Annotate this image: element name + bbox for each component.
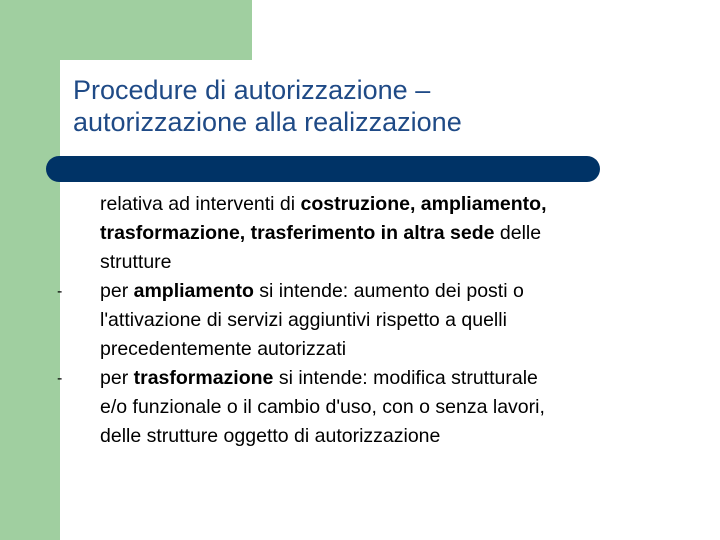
title-line-1: Procedure di autorizzazione – xyxy=(73,75,431,105)
bullet-item-ampliamento xyxy=(57,277,700,306)
text-run: delle xyxy=(494,222,542,244)
bold-term: trasformazione, trasferimento in altra sede xyxy=(100,222,495,244)
title-divider-bar xyxy=(46,156,600,182)
bold-term: ampliamento xyxy=(133,280,254,302)
slide-title xyxy=(73,74,693,138)
text-run: strutture xyxy=(100,251,172,273)
bullet-item-trasformazione xyxy=(57,364,700,393)
body-line xyxy=(60,190,700,219)
body-line xyxy=(60,422,700,451)
text-run: per xyxy=(100,280,134,302)
text-run: precedentemente autorizzati xyxy=(100,338,347,360)
body-line xyxy=(60,306,700,335)
body-line xyxy=(60,335,700,364)
dash-bullet: - xyxy=(57,283,63,300)
text-run: per xyxy=(100,367,134,389)
dash-bullet: - xyxy=(57,370,63,387)
bold-term: costruzione, ampliamento, xyxy=(300,193,547,215)
body-line xyxy=(60,219,700,248)
text-run: e/o funzionale o il cambio d'uso, con o senza lavori, xyxy=(100,396,545,418)
text-run: relativa ad interventi di xyxy=(100,193,301,215)
text-run: si intende: aumento dei posti o xyxy=(253,280,524,302)
slide-body xyxy=(57,190,700,451)
green-accent-left xyxy=(0,0,63,540)
text-run: l'attivazione di servizi aggiuntivi rispetto a quelli xyxy=(100,309,507,331)
body-line xyxy=(60,248,700,277)
text-run: delle strutture oggetto di autorizzazione xyxy=(100,425,441,447)
body-line xyxy=(60,393,700,422)
text-run: si intende: modifica strutturale xyxy=(273,367,538,389)
title-line-2: autorizzazione alla realizzazione xyxy=(73,107,462,137)
bold-term: trasformazione xyxy=(133,367,274,389)
